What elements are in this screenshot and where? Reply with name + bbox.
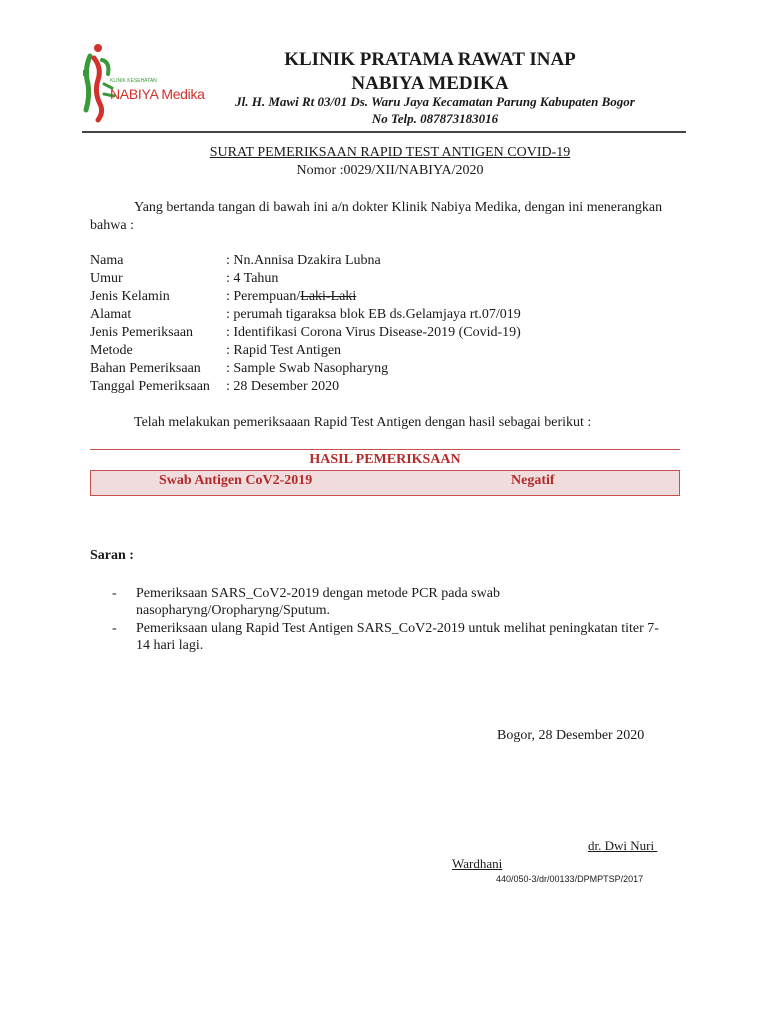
field-label: Nama — [90, 253, 124, 268]
struck-gender-value: Laki-Laki — [300, 289, 357, 304]
field-value: : Sample Swab Nasopharyng — [226, 361, 389, 376]
field-metode — [90, 342, 521, 360]
field-jenis-kelamin — [90, 288, 521, 306]
doctor-name-line2: Wardhani — [452, 856, 503, 871]
logo-brand-text: NABIYA Medika — [110, 86, 205, 102]
field-bahan-pemeriksaan — [90, 360, 521, 378]
field-label: Jenis Pemeriksaan — [90, 325, 194, 340]
dash-bullet: - — [112, 621, 117, 636]
field-value: : 28 Desember 2020 — [226, 379, 340, 394]
advice-text: Pemeriksaan ulang Rapid Test Antigen SARS_CoV2-2019 untuk melihat peningkatan titer 7-14 hari lagi. — [136, 621, 659, 653]
license-number: 440/050-3/dr/00133/DPMPTSP/2017 — [496, 874, 644, 884]
field-label: Tanggal Pemeriksaan — [90, 379, 210, 394]
field-value: : perumah tigaraksa blok EB ds.Gelamjaya rt.07/019 — [226, 307, 521, 322]
doctor-name-line1: dr. Dwi Nuri — [588, 838, 658, 853]
field-value: : Perempuan/ — [226, 289, 301, 304]
result-value: Negatif — [511, 473, 555, 488]
clinic-logo — [80, 40, 210, 124]
clinic-name — [230, 48, 630, 96]
document-number: Nomor :0029/XII/NABIYA/2020 — [296, 163, 484, 178]
document-title: SURAT PEMERIKSAAN RAPID TEST ANTIGEN COVID-19 — [209, 145, 571, 160]
patient-fields — [90, 252, 521, 396]
field-alamat — [90, 306, 521, 324]
field-label: Bahan Pemeriksaan — [90, 361, 201, 376]
advice-text: Pemeriksaan SARS_CoV2-2019 dengan metode PCR pada swab nasopharyng/Oropharyng/Sputum. — [136, 586, 500, 618]
field-value: : Nn.Annisa Dzakira Lubna — [226, 253, 381, 268]
place-date: Bogor, 28 Desember 2020 — [497, 728, 645, 743]
result-row — [90, 470, 680, 496]
field-value: : 4 Tahun — [226, 271, 279, 286]
field-umur — [90, 270, 521, 288]
field-value: : Rapid Test Antigen — [226, 343, 342, 358]
clinic-name-line1: KLINIK PRATAMA RAWAT INAP — [284, 49, 576, 70]
result-statement: Telah melakukan pemeriksaaan Rapid Test Antigen dengan hasil sebagai berikut : — [134, 415, 592, 430]
logo-small-text: KLINIK KESEHATAN — [110, 78, 157, 84]
clinic-name-line2: NABIYA MEDIKA — [351, 73, 509, 94]
field-label: Jenis Kelamin — [90, 289, 170, 304]
header-divider — [82, 131, 686, 133]
list-item — [112, 620, 672, 654]
address-line: Jl. H. Mawi Rt 03/01 Ds. Waru Jaya Kecamatan Parung Kabupaten Bogor — [235, 94, 635, 109]
result-table — [90, 449, 680, 496]
field-tanggal-pemeriksaan — [90, 378, 521, 396]
field-label: Umur — [90, 271, 123, 286]
advice-list — [112, 585, 672, 655]
intro-paragraph: Yang bertanda tangan di bawah ini a/n dokter Klinik Nabiya Medika, dengan ini menerangkan bahwa : — [90, 200, 663, 233]
list-item — [112, 585, 672, 619]
result-heading: HASIL PEMERIKSAAN — [309, 452, 461, 467]
clinic-address — [200, 93, 670, 127]
field-value: : Identifikasi Corona Virus Disease-2019 (Covid-19) — [226, 325, 521, 340]
field-nama — [90, 252, 521, 270]
phone-line: No Telp. 087873183016 — [371, 111, 499, 126]
advice-title: Saran : — [90, 548, 134, 563]
field-jenis-pemeriksaan — [90, 324, 521, 342]
dash-bullet: - — [112, 586, 117, 601]
field-label: Metode — [90, 343, 133, 358]
field-label: Alamat — [90, 307, 132, 322]
result-test-name: Swab Antigen CoV2-2019 — [159, 473, 313, 488]
